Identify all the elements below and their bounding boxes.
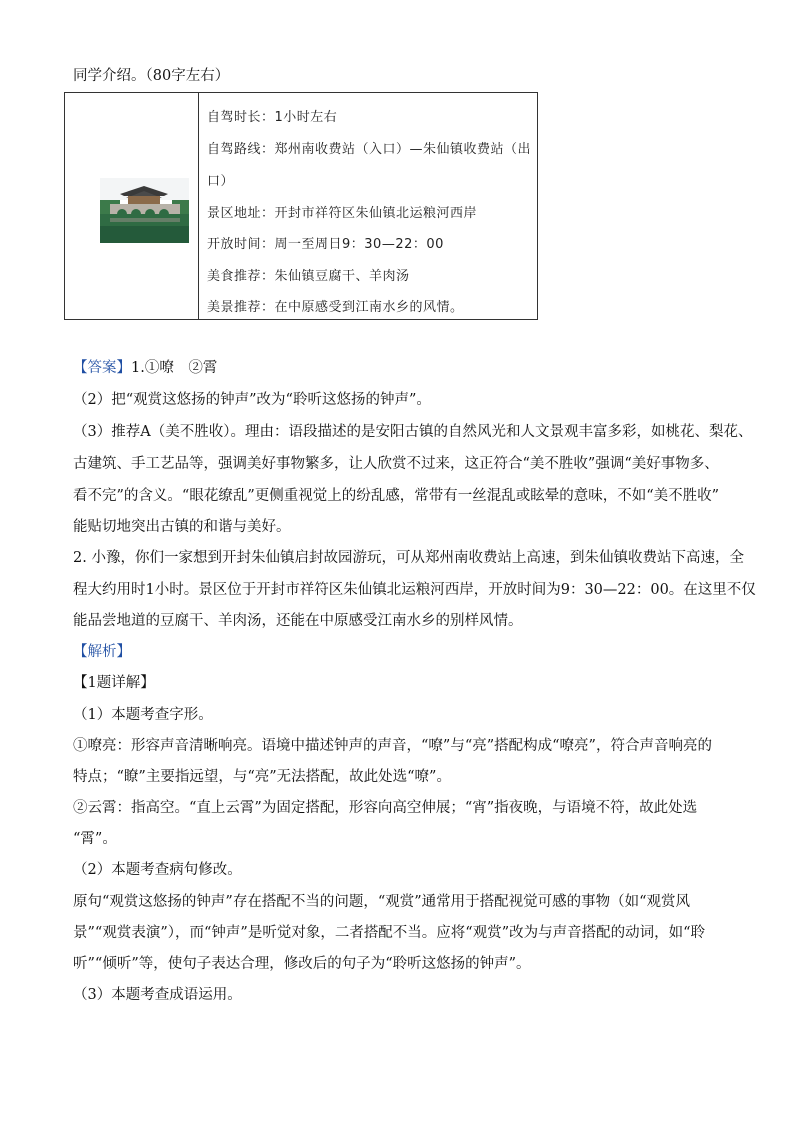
answer-q2-line-3: 能品尝地道的豆腐干、羊肉汤，还能在中原感受江南水乡的别样风情。 <box>73 613 523 629</box>
answer-p3-line-1: （3）推荐A（美不胜收）。理由：语段描述的是安阳古镇的自然风光和人文景观丰富多彩，如桃花、梨花、 <box>73 424 753 440</box>
analysis-a3-line-2: “霄”。 <box>73 831 117 847</box>
scenery-recommendation: 美景推荐：在中原感受到江南水乡的风情。 <box>207 300 464 315</box>
route-line-2: 口） <box>207 174 235 189</box>
analysis-a6: （3）本题考查成语运用。 <box>73 987 242 1003</box>
drive-time: 自驾时长：1小时左右 <box>207 110 338 125</box>
analysis-a5-line-3: 听”“倾听”等，使句子表达合理，修改后的句子为“聆听这悠扬的钟声”。 <box>73 956 531 972</box>
analysis-a1: （1）本题考查字形。 <box>73 707 213 723</box>
analysis-a2-line-1: ①嘹亮：形容声音清晰响亮。语境中描述钟声的声音，“嘹”与“亮”搭配构成“嘹亮”，符合声音响亮的 <box>73 738 712 754</box>
analysis-a3-line-1: ②云霄：指高空。“直上云霄”为固定搭配，形容向高空伸展；“宵”指夜晚，与语境不符，故此处选 <box>73 800 698 816</box>
table-divider <box>198 93 199 319</box>
scenic-pavilion-image <box>100 178 189 243</box>
analysis-label: 【解析】 <box>73 644 131 660</box>
analysis-a5-line-1: 原句“观赏这悠扬的钟声”存在搭配不当的问题，“观赏”通常用于搭配视觉可感的事物（如“观赏风 <box>73 894 691 910</box>
food-recommendation: 美食推荐：朱仙镇豆腐干、羊肉汤 <box>207 269 410 284</box>
route-line-1: 自驾路线：郑州南收费站（入口）—朱仙镇收费站（出 <box>207 142 532 157</box>
analysis-a4: （2）本题考查病句修改。 <box>73 862 242 878</box>
answer-label: 【答案】 <box>73 360 131 376</box>
opening-hours: 开放时间：周一至周日9：30—22：00 <box>207 237 444 252</box>
answer-p3-line-3: 看不完”的含义。“眼花缭乱”更侧重视觉上的纷乱感，常带有一丝混乱或眩晕的意味，不如“美不胜收” <box>73 488 720 504</box>
answer-item-1: 1.①嘹 ②霄 <box>131 360 218 376</box>
info-table <box>64 92 538 320</box>
answer-q2-line-1: 2. 小豫，你们一家想到开封朱仙镇启封故园游玩，可从郑州南收费站上高速，到朱仙镇收费站下高速，全 <box>73 550 744 566</box>
answer-q2-line-2: 程大约用时1小时。景区位于开封市祥符区朱仙镇北运粮河西岸，开放时间为9：30—22：00。在这里不仅 <box>73 582 756 598</box>
address: 景区地址：开封市祥符区朱仙镇北运粮河西岸 <box>207 206 478 221</box>
answer-p2: （2）把“观赏这悠扬的钟声”改为“聆听这悠扬的钟声”。 <box>73 392 431 408</box>
analysis-a2-line-2: 特点；“瞭”主要指远望，与“亮”无法搭配，故此处选“嘹”。 <box>73 769 451 785</box>
answer-p3-line-4: 能贴切地突出古镇的和谐与美好。 <box>73 519 291 535</box>
answer-heading <box>73 358 217 378</box>
analysis-a5-line-2: 景”“观赏表演”），而“钟声”是听觉对象，二者搭配不当。应将“观赏”改为与声音搭配的动词，如“聆 <box>73 925 706 941</box>
answer-p3-line-2: 古建筑、手工艺品等，强调美好事物繁多，让人欣赏不过来，这正符合“美不胜收”强调“美好事物多、 <box>73 456 719 472</box>
analysis-subheading: 【1题详解】 <box>73 675 155 691</box>
intro-prompt: 同学介绍。（80字左右） <box>73 68 230 84</box>
